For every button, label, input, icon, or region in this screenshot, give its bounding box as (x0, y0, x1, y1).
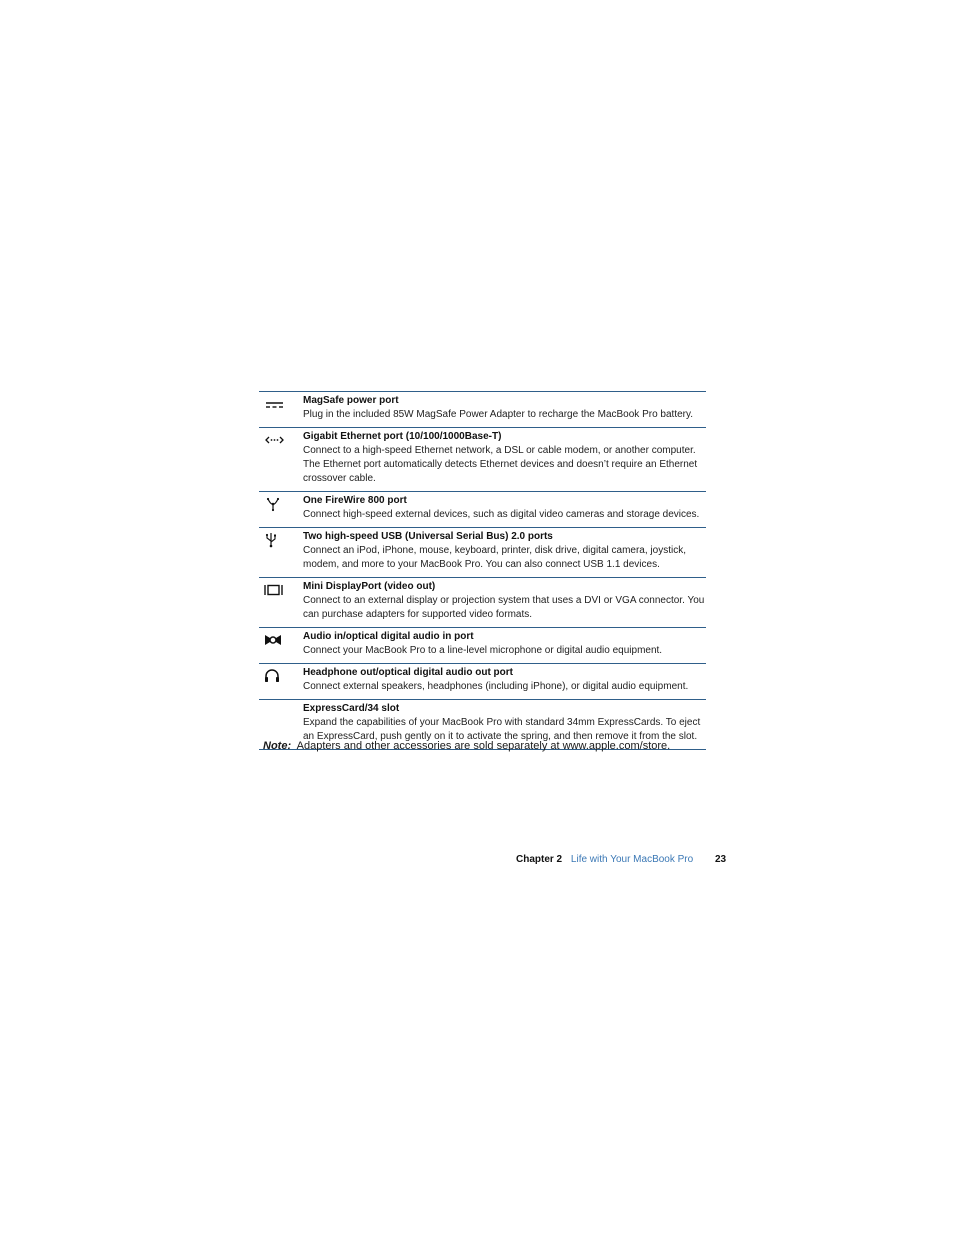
footer-chapter-title: Life with Your MacBook Pro (570, 854, 694, 865)
port-title: Gigabit Ethernet port (10/100/1000Base-T) (303, 431, 502, 442)
page-number: 23 (714, 854, 727, 865)
port-description: Connect your MacBook Pro to a line-level microphone or digital audio equipment. (303, 645, 663, 656)
dc-power-icon (262, 396, 284, 412)
port-description: Connect to an external display or projection system that uses a DVI or VGA connector. You can purchase adapters for supported video formats. (303, 595, 705, 620)
port-row-usb (259, 528, 706, 578)
port-description: Connect high-speed external devices, such as digital video cameras and storage devices. (303, 509, 700, 520)
ports-table (259, 391, 706, 750)
port-title: One FireWire 800 port (303, 495, 407, 506)
port-title: Audio in/optical digital audio in port (303, 631, 474, 642)
port-row-firewire (259, 492, 706, 528)
note-label: Note: (263, 740, 292, 752)
port-description: Connect an iPod, iPhone, mouse, keyboard, printer, disk drive, digital camera, joystick, modem, and more to your MacBook Pro. You can also connect USB 1.1 devices. (303, 545, 686, 570)
port-row-audio-in (259, 628, 706, 664)
port-title: Headphone out/optical digital audio out port (303, 667, 513, 678)
port-description: Connect to a high-speed Ethernet network, a DSL or cable modem, or another computer. The Ethernet port automatically detects Ethernet devices and doesn’t require an Ethernet crossover cable. (303, 445, 698, 484)
page-footer (516, 853, 726, 867)
port-title: ExpressCard/34 slot (303, 703, 400, 714)
audio-in-icon (262, 632, 284, 648)
port-title: MagSafe power port (303, 395, 399, 406)
port-row-mini-displayport (259, 578, 706, 628)
port-description: Plug in the included 85W MagSafe Power Adapter to recharge the MacBook Pro battery. (303, 409, 694, 420)
port-description: Expand the capabilities of your MacBook Pro with standard 34mm ExpressCards. To eject an ExpressCard, push gently on it to activate the spring, and then remove it from the slot. (303, 717, 701, 742)
port-row-ethernet (259, 428, 706, 492)
usb-icon (262, 532, 284, 548)
port-title: Mini DisplayPort (video out) (303, 581, 436, 592)
port-title: Two high-speed USB (Universal Serial Bus) 2.0 ports (303, 531, 553, 542)
display-port-icon (262, 582, 284, 598)
port-row-magsafe (259, 392, 706, 428)
port-row-headphone (259, 664, 706, 700)
headphone-icon (262, 668, 284, 684)
port-description: Connect external speakers, headphones (including iPhone), or digital audio equipment. (303, 681, 689, 692)
footer-chapter: Chapter 2 (516, 854, 563, 865)
note (263, 738, 723, 754)
note-text: Adapters and other accessories are sold separately at www.apple.com/store. (296, 740, 671, 752)
firewire-icon (262, 496, 284, 512)
ethernet-icon (262, 432, 284, 448)
